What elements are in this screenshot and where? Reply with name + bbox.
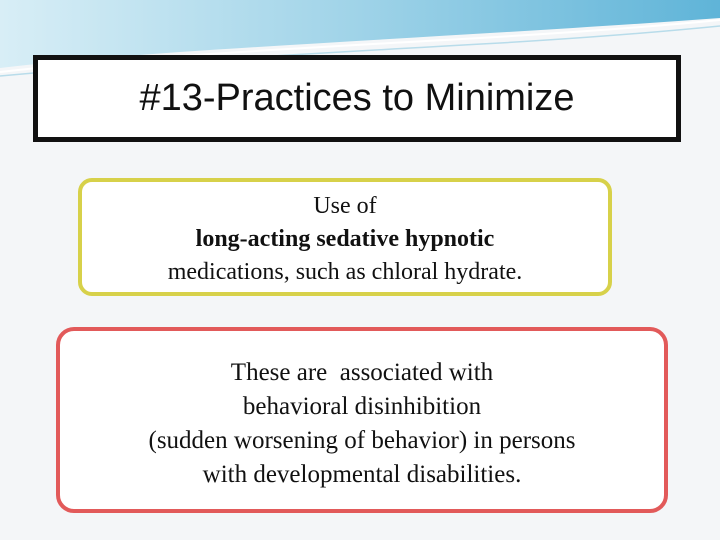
association-line-2: behavioral disinhibition bbox=[242, 393, 482, 420]
association-box bbox=[56, 327, 668, 513]
title-box bbox=[33, 55, 681, 142]
description-line-3: medications, such as chloral hydrate. bbox=[167, 259, 523, 285]
slide-title: #13-Practices to Minimize bbox=[139, 77, 575, 119]
association-line-1: These are associated with bbox=[230, 359, 494, 386]
association-line-4: with developmental disabilities. bbox=[202, 461, 522, 488]
association-line-3: (sudden worsening of behavior) in persons bbox=[148, 427, 576, 454]
description-line-1: Use of bbox=[313, 193, 377, 219]
description-line-2: long-acting sedative hypnotic bbox=[195, 226, 495, 252]
practice-description-box bbox=[78, 178, 612, 296]
